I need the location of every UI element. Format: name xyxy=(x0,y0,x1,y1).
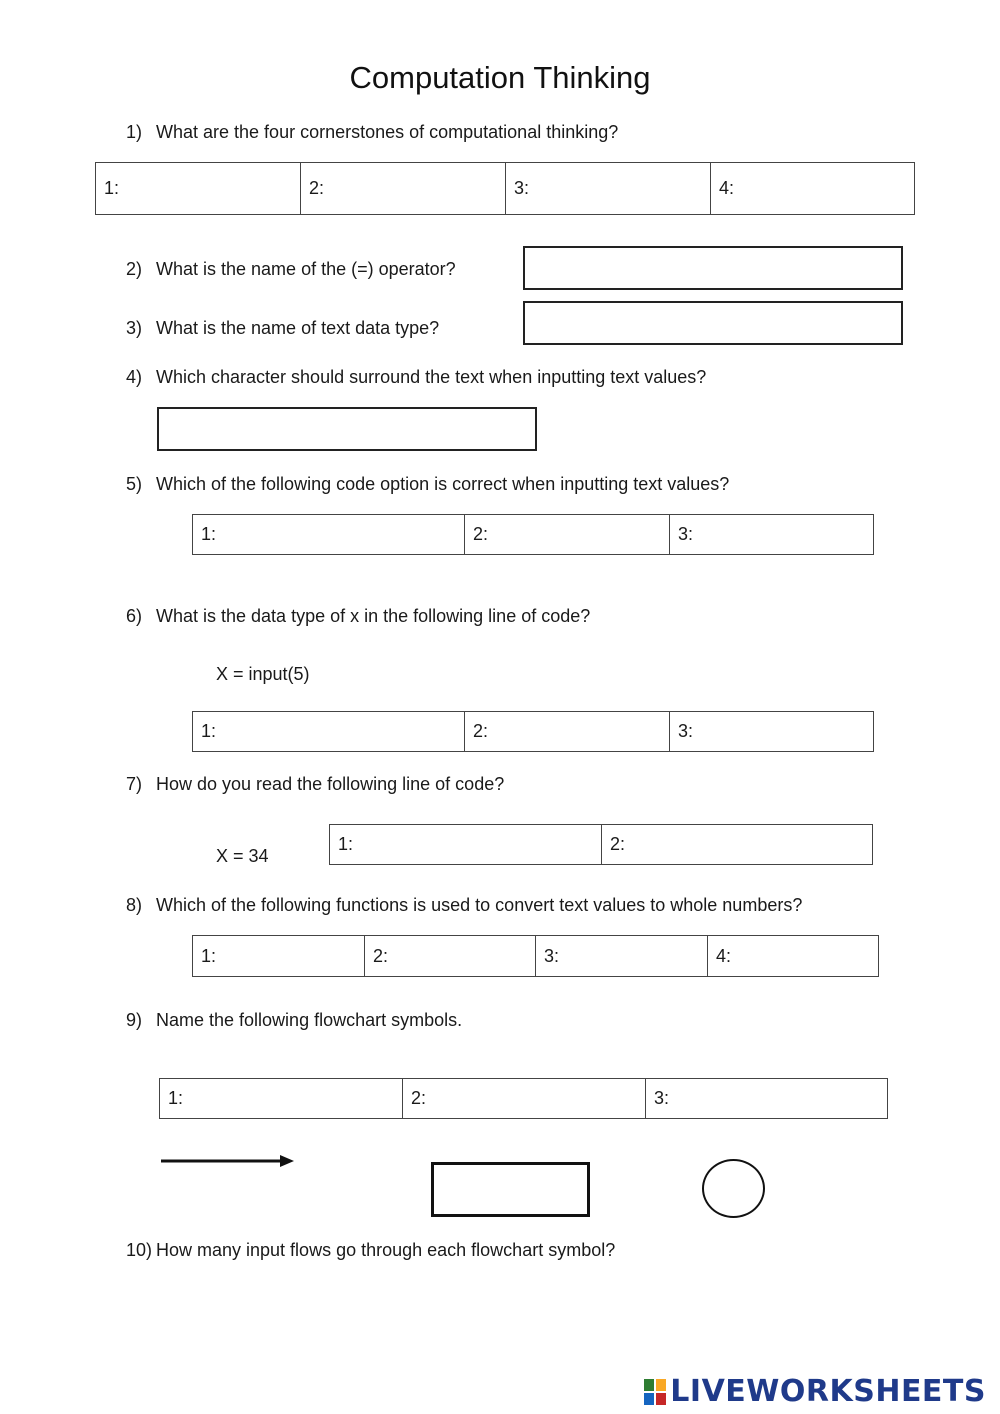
answer-table-6 xyxy=(192,711,874,752)
question-8: 8) Which of the following functions is used to convert text values to whole numbers? xyxy=(126,895,803,915)
question-10: 10) How many input flows go through each flowchart symbol? xyxy=(126,1240,616,1260)
code-line-7: X = 34 xyxy=(216,846,269,866)
answer-cell[interactable]: 4: xyxy=(716,945,732,966)
question-7: 7) How do you read the following line of code? xyxy=(126,774,505,794)
answer-cell[interactable]: 1: xyxy=(96,163,301,214)
question-2: 2) What is the name of the (=) operator? xyxy=(126,259,456,279)
logo-text: LIVEWORKSHEETS xyxy=(670,1374,986,1409)
question-3: 3) What is the name of text data type? xyxy=(126,318,440,338)
answer-cell[interactable]: 1: xyxy=(330,825,602,864)
answer-cell[interactable]: 3: xyxy=(506,163,711,214)
question-4: 4) Which character should surround the text when inputting text values? xyxy=(126,367,707,387)
question-9: 9) Name the following flowchart symbols. xyxy=(126,1010,463,1030)
answer-cell[interactable]: 2: xyxy=(465,515,670,554)
answer-cell[interactable]: 2: xyxy=(465,712,670,751)
arrow-icon xyxy=(160,1150,300,1172)
page-title: Computation Thinking xyxy=(349,60,651,95)
answer-table-5 xyxy=(192,514,874,555)
circle-icon xyxy=(702,1159,765,1218)
liveworksheets-logo xyxy=(644,1374,986,1409)
answer-cell[interactable]: 4: xyxy=(719,178,735,198)
question-1: 1) What are the four cornerstones of computational thinking? xyxy=(126,122,619,142)
question-5: 5) Which of the following code option is correct when inputting text values? xyxy=(126,474,730,494)
answer-table-1 xyxy=(95,162,915,215)
answer-table-8 xyxy=(192,935,879,977)
answer-box-3[interactable] xyxy=(523,301,903,345)
answer-table-7 xyxy=(329,824,873,865)
rectangle-icon xyxy=(431,1162,590,1217)
answer-cell[interactable]: 2: xyxy=(301,163,506,214)
answer-cell[interactable]: 2: xyxy=(365,936,536,976)
code-line-6: X = input(5) xyxy=(216,664,310,684)
question-6: 6) What is the data type of x in the following line of code? xyxy=(126,606,591,626)
answer-cell[interactable]: 3: xyxy=(536,936,708,976)
answer-box-2[interactable] xyxy=(523,246,903,290)
answer-cell[interactable]: 3: xyxy=(678,721,694,741)
answer-table-9 xyxy=(159,1078,888,1119)
answer-cell[interactable]: 1: xyxy=(193,515,465,554)
answer-box-4[interactable] xyxy=(157,407,537,451)
answer-cell[interactable]: 2: xyxy=(610,834,626,854)
answer-cell[interactable]: 3: xyxy=(654,1088,670,1108)
answer-cell[interactable]: 1: xyxy=(160,1079,403,1118)
logo-mark-icon xyxy=(644,1379,666,1405)
answer-cell[interactable]: 1: xyxy=(193,712,465,751)
answer-cell[interactable]: 1: xyxy=(193,936,365,976)
answer-cell[interactable]: 3: xyxy=(678,524,694,544)
answer-cell[interactable]: 2: xyxy=(403,1079,646,1118)
